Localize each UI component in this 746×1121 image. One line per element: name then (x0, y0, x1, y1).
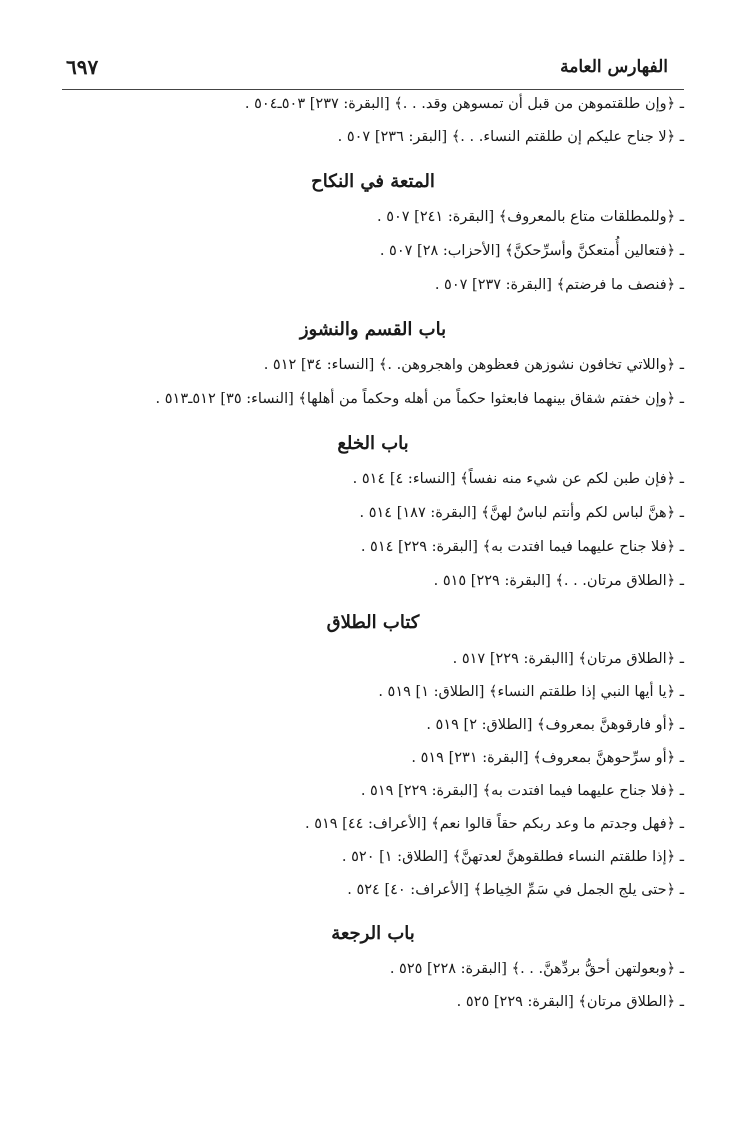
index-entry: ـ ﴿أو فارقوهنَّ بمعروف﴾ [الطلاق: ٢] ٥١٩ . (426, 717, 684, 733)
section-heading: باب الرجعة (331, 923, 415, 944)
index-entry: ـ ﴿واللاتي تخافون نشوزهن فعظوهن واهجروهن. .﴾ [النساء: ٣٤] ٥١٢ . (263, 357, 684, 373)
index-entry: ـ ﴿الطلاق مرتان﴾ [االبقرة: ٢٢٩] ٥١٧ . (452, 651, 684, 667)
section-heading: باب الخلع (337, 433, 409, 454)
index-entry: ـ ﴿وبعولتهن أحقُّ بردِّهنَّ. . .﴾ [البقرة: ٢٢٨] ٥٢٥ . (389, 961, 684, 977)
index-entry: ـ ﴿وللمطلقات متاع بالمعروف﴾ [البقرة: ٢٤١] ٥٠٧ . (376, 209, 684, 225)
running-header-title: الفهارس العامة (560, 57, 668, 77)
index-entry: ـ ﴿فلا جناح عليهما فيما افتدت به﴾ [البقرة: ٢٢٩] ٥١٩ . (360, 783, 684, 799)
index-entry: ـ ﴿فنصف ما فرضتم﴾ [البقرة: ٢٣٧] ٥٠٧ . (434, 277, 684, 293)
index-entry: ـ ﴿الطلاق مرتان﴾ [البقرة: ٢٢٩] ٥٢٥ . (456, 994, 684, 1010)
index-entry: ـ ﴿لا جناح عليكم إن طلقتم النساء. . .﴾ [البقر: ٢٣٦] ٥٠٧ . (337, 129, 684, 145)
index-entry: ـ ﴿يا أيها النبي إذا طلقتم النساء﴾ [الطلاق: ١] ٥١٩ . (378, 684, 684, 700)
index-entry: ـ ﴿إذا طلقتم النساء فطلقوهنَّ لعدتهنَّ﴾ [الطلاق: ١] ٥٢٠ . (341, 849, 684, 865)
index-entry: ـ ﴿وإن خفتم شقاق بينهما فابعثوا حكماً من أهله وحكماً من أهلها﴾ [النساء: ٣٥] ٥١٢ـ٥١٣ . (155, 391, 684, 407)
page-number: ٦٩٧ (66, 55, 99, 79)
index-entry: ـ ﴿فهل وجدتم ما وعد ربكم حقاً قالوا نعم﴾ [الأعراف: ٤٤] ٥١٩ . (304, 816, 684, 832)
section-heading: المتعة في النكاح (311, 171, 435, 192)
index-entry: ـ ﴿فلا جناح عليهما فيما افتدت به﴾ [البقرة: ٢٢٩] ٥١٤ . (360, 539, 684, 555)
index-entry: ـ ﴿أو سرِّحوهنَّ بمعروف﴾ [البقرة: ٢٣١] ٥١٩ . (411, 750, 684, 766)
index-entry: ـ ﴿هنَّ لباس لكم وأنتم لباسٌ لهنَّ﴾ [البقرة: ١٨٧] ٥١٤ . (359, 505, 684, 521)
section-heading: باب القسم والنشوز (299, 319, 447, 340)
header-rule (62, 89, 684, 90)
index-entry: ـ ﴿فتعالين أُمتعكنَّ وأسرِّحكنَّ﴾ [الأحزاب: ٢٨] ٥٠٧ . (379, 243, 684, 259)
section-heading: كتاب الطلاق (326, 612, 420, 633)
index-entry: ـ ﴿فإن طبن لكم عن شيء منه نفساً﴾ [النساء: ٤] ٥١٤ . (352, 471, 684, 487)
index-entry: ـ ﴿وإن طلقتموهن من قبل أن تمسوهن وقد. . .﴾ [البقرة: ٢٣٧] ٥٠٣ـ٥٠٤ . (244, 96, 684, 112)
index-entry: ـ ﴿حتى يلج الجمل في سَمِّ الخِياط﴾ [الأعراف: ٤٠] ٥٢٤ . (347, 882, 684, 898)
index-entry: ـ ﴿الطلاق مرتان. . .﴾ [البقرة: ٢٢٩] ٥١٥ . (433, 573, 684, 589)
